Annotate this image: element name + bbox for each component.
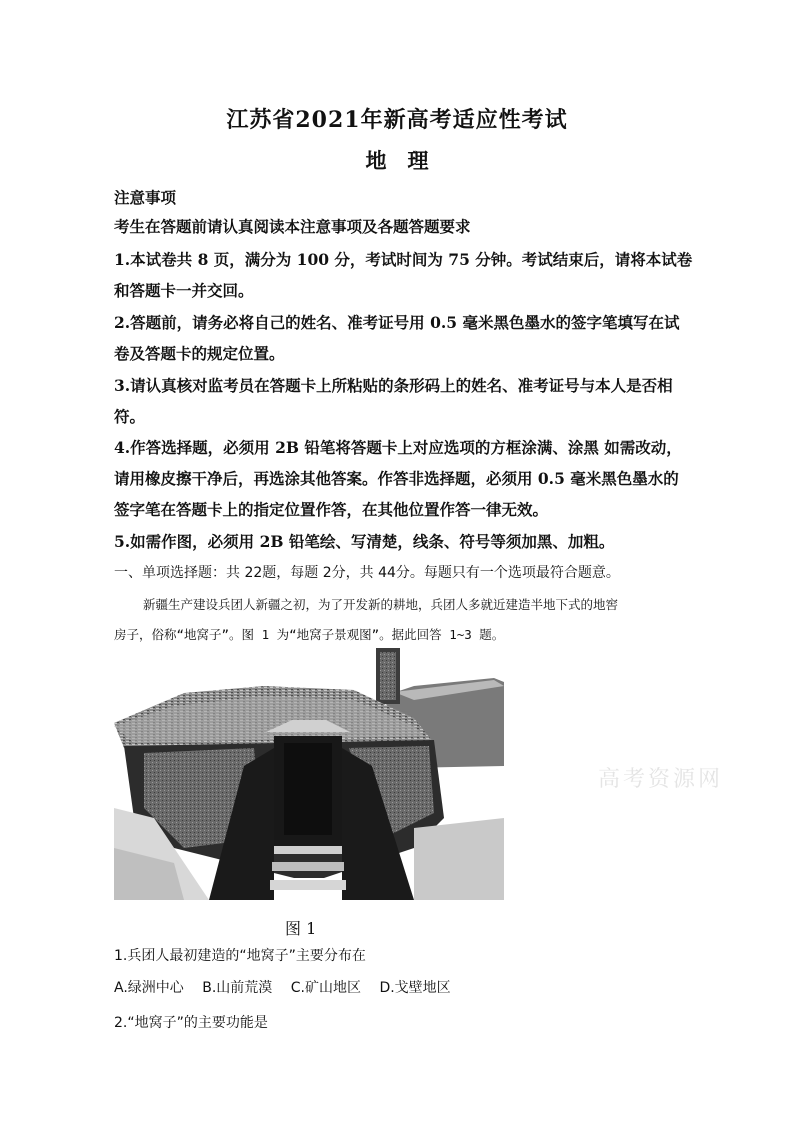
section-heading: 一、单项选择题：共 22题，每题 2分，共 44分。每题只有一个选项最符合题意。 — [114, 565, 620, 581]
notice-line: 5.如需作图，必须用 2B 铅笔绘、写清楚，线条、符号等须加黑、加粗。 — [114, 532, 615, 551]
watermark-text: 高考资源网 — [598, 767, 724, 792]
question-1-stem: 1.兵团人最初建造的“地窝子”主要分布在 — [114, 948, 366, 964]
figure-caption: 图 1 — [285, 919, 317, 938]
notice-line: 3.请认真核对监考员在答题卡上所粘贴的条形码上的姓名、准考证号与本人是否相 — [114, 376, 673, 395]
material-text-line2: 房子，俗称“地窝子”。图 1 为“地窝子景观图”。据此回答 1~3 题。 — [114, 627, 505, 642]
option-d: D.戈壁地区 — [379, 980, 451, 996]
question-1-options — [114, 977, 465, 997]
exam-title: 江苏省2021年新高考适应性考试 — [226, 107, 568, 133]
notice-line: 1.本试卷共 8 页，满分为 100 分，考试时间为 75 分钟。考试结束后，请将本试卷 — [114, 250, 693, 269]
notice-line: 卷及答题卡的规定位置。 — [114, 344, 285, 363]
notice-line: 符。 — [114, 407, 146, 426]
notice-line: 和答题卡一并交回。 — [114, 281, 254, 300]
option-a: A.绿洲中心 — [114, 980, 184, 996]
notice-line: 4.作答选择题，必须用 2B 铅笔将答题卡上对应选项的方框涂满、涂黑 如需改动， — [114, 438, 682, 457]
notice-line: 签字笔在答题卡上的指定位置作答，在其他位置作答一律无效。 — [114, 500, 549, 519]
diwozi-photo — [114, 648, 504, 900]
subject-title: 地 理 — [365, 148, 429, 173]
notice-heading: 注意事项 — [114, 188, 177, 207]
material-text-line1: 新疆生产建设兵团人新疆之初，为了开发新的耕地，兵团人多就近建造半地下式的地窖 — [143, 597, 619, 612]
option-b: B.山前荒漠 — [202, 980, 273, 996]
option-c: C.矿山地区 — [290, 980, 361, 996]
notice-intro: 考生在答题前请认真阅读本注意事项及各题答题要求 — [114, 217, 471, 236]
question-2-stem: 2.“地窝子”的主要功能是 — [114, 1015, 268, 1031]
notice-line: 请用橡皮擦干净后，再选涂其他答案。作答非选择题，必须用 0.5 毫米黑色墨水的 — [114, 469, 679, 488]
notice-line: 2.答题前，请务必将自己的姓名、准考证号用 0.5 毫米黑色墨水的签字笔填写在试 — [114, 313, 680, 332]
